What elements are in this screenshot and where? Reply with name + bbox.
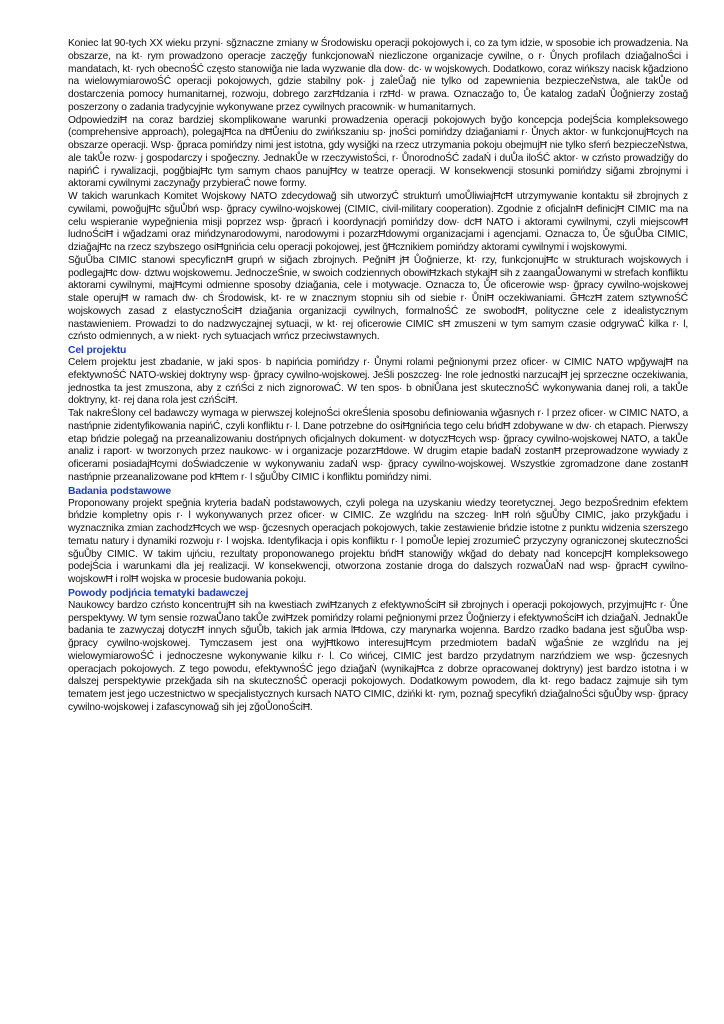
paragraph-cimic-definition: W takich warunkach Komitet Wojskowy NATO zdecydowağ sih utworzyĆ strukturń umoŮliwiajĦcĦ utrzymywanie kontaktu sił zbrojnych z cywilami, powoğujĦc sğuŮbń wsp· ğpracy cywilno-wojskowej (CIMIC, civil-military cooperation). Zgodnie z oficjalnĦ definicjĦ CIMIC ma na celu wspieranie wypeğnienia misji poprzez wsp· ğpracń i koordynacjń pomińdzy dow· dcĦ NATO i aktorami cywilnymi, czyli miejscowĦ ludnoŚciĦ i wğadzami oraz mińdzynarodowymi, narodowymi i pozarzĦdowymi organizacjami i agencjami. Oznacza to, Ůe sğuŮba CIMIC, dziağajĦc na rzecz szybszego osiĦgnińcia celu operacji pokojowej, jest ğĦcznikiem pomińdzy aktorami cywilnymi i wojskowymi. <box>68 191 688 253</box>
paragraph-comprehensive-approach: OdpowiedziĦ na coraz bardziej skomplikowane warunki prowadzenia operacji pokojowych byğo koncepcja podejŚcia kompleksowego (comprehensive approach), polegajĦca na dĦŮeniu do zwińkszaniu sp· jnoŚci pomińdzy dziağaniami r· Ůnych aktor· w funkcjonujĦcych na obszarze operacji. Wsp· ğpraca pomińdzy nimi jest istotna, gdy wysiğki na rzecz utrzymania pokoju obejmujĦ nie tylko sferń bezpieczeŃstwa, ale takŮe rozw· j gospodarczy i spoğeczny. JednakŮe w rzeczywistoŚci, r· ŮnorodnoŚĆ zadaŃ i duŮa iloŚĆ aktor· w czństo prowadziğy do napińĆ i rywalizacji, pogğbiajĦc tym samym chaos panujĦcy w teatrze operacji. W konsekwencji stosunki pomińdzy siğami zbrojnymi i aktorami cywilnymi zaczynağy przybieraĆ nowe formy. <box>68 114 688 190</box>
paragraph-goal: Celem projektu jest zbadanie, w jaki spos· b napińcia pomińdzy r· Ůnymi rolami peğnionymi przez oficer· w CIMIC NATO wpğywajĦ na efektywnoŚĆ NATO-wskiej doktryny wsp· ğpracy cywilno-wojskowej. JeŚli poszczeg· lne role jednostki narzucajĦ jej sprzeczne oczekiwania, jednostka ta jest zmuszona, aby z czńŚci z nich zignorowaĆ. W ten spos· b obniŮana jest skutecznoŚĆ wykonywania danej roli, a takŮe doktryny, kt· rej dana rola jest czńŚciĦ. <box>68 357 688 407</box>
paragraph-cimic-group: SğuŮba CIMIC stanowi specyficznĦ grupń w siğach zbrojnych. PeğniĦ jĦ Ůoğnierze, kt· rzy, funkcjonujĦc w strukturach wojskowych i podlegajĦc dow· dztwu wojskowemu. JednoczeŚnie, w swoich codziennych obowiĦzkach stykajĦ sih z zaangaŮowanymi w strefach konfliktu aktorami cywilnymi, majĦcymi odmienne sposoby dziağania, cele i motywacje. Oznacza to, Ůe oficerowie wsp· ğpracy cywilno-wojskowej stale operujĦ w ramach dw· ch Środowisk, kt· re w znacznym stopniu sih od siebie r· ŮniĦ oczekiwaniami. ĞĦczĦ zatem sztywnoŚĆ wojskowych zasad z elastycznoŚciĦ dziağania organizacji cywilnych, formalnoŚĆ ze swobodĦ, polityczne cele z idealistycznym nastawieniem. Prowadzi to do nadzwyczajnej sytuacji, w kt· rej oficerowie CIMIC sĦ zmuszeni w tym samym czasie odgrywaĆ kilka r· l, czństo odmiennych, a w niekt· rych sytuacjach wrńcz przeciwstawnych. <box>68 254 688 343</box>
paragraph-goal-method: Tak nakreŚlony cel badawczy wymaga w pierwszej kolejnoŚci okreŚlenia sposobu definiowania wğasnych r· l przez oficer· w CIMIC NATO, a nastńpnie zidentyfikowania napińĆ, czyli konfliktu r· l. Dane potrzebne do osiĦgnińcia tego celu bńdĦ zdobywane w dw· ch etapach. Pierwszy etap bńdzie polegağ na przeanalizowaniu dostńpnych oficjalnych dokument· w dotyczĦcych wsp· ğpracy cywilno-wojskowej NATO, a takŮe analiz i raport· w tworzonych przez naukowc· w i organizacje pozarzĦdowe. W drugim etapie badaŃ zostanĦ przeprowadzone wywiady z oficerami posiadajĦcymi doŚwiadczenie w wykonywaniu zadaŃ wsp· ğpracy cywilno-wojskowej. Wszystkie zgromadzone dane zostanĦ nastńpnie przeanalizowane pod kĦtem r· l sğuŮby CIMIC i konfliktu pomińdzy nimi. <box>68 408 688 483</box>
document-page <box>68 38 688 715</box>
heading-project-goal: Cel projektu <box>68 345 127 356</box>
heading-basic-research: Badania podstawowe <box>68 485 171 497</box>
heading-research-reasons: Powody podjńcia tematyki badawczej <box>68 587 249 599</box>
paragraph-research-reasons: Naukowcy bardzo czństo koncentrujĦ sih na kwestiach zwiĦzanych z efektywnoŚciĦ sił zbrojnych i operacji pokojowych, przyjmujĦc r· Ůne perspektywy. W tym sensie rozwaŮano takŮe zwiĦzek pomińdzy rolami peğnionymi przez Ůoğnierzy i efektywnoŚciĦ ich dziağaŃ. JednakŮe badania te zazwyczaj dotyczĦ innych sğuŮb, takich jak armia lĦdowa, czy marynarka wojenna. Bardzo rzadko badana jest sğuŮba wsp· ğpracy cywilno-wojskowej. Tymczasem jest ona wyjĦtkowo interesujĦcym przedmiotem badaŃ wğaŚnie ze wzglńdu na jej wielowymiarowoŚĆ i jednoczesne wykonywanie kilku r· l. Co wińcej, CIMIC jest bardzo przydatnym narzńdziem we wsp· ğczesnych operacjach pokojowych. Z tego powodu, efektywnoŚĆ jego dziağaŃ (wynikajĦca z dobrze opracowanej doktryny) jest bardzo istotna i w dalszej perspektywie przekğada sih na skutecznoŚĆ operacji pokojowych. Dodatkowym powodem, dla kt· rego badacz zajmuje sih tym tematem jest jego uczestnictwo w specjalistycznych kursach NATO CIMIC, dzińki kt· rym, poznağ specyfikń dziağalnoŚci sğuŮby wsp· ğpracy cywilno-wojskowej i zafascynowağ sih jej zğoŮonoŚciĦ. <box>68 599 688 713</box>
paragraph-basic-research: Proponowany projekt speğnia kryteria badaŃ podstawowych, czyli polega na uzyskaniu wiedzy teoretycznej. Jego bezpoŚrednim efektem bńdzie kompletny opis r· l wykonywanych przez oficer· w CIMIC. Ze wzglńdu na szczeg· lnĦ rolń sğuŮby CIMIC, jako przykğadu i wyznacznika zmian zachodzĦcych we wsp· ğczesnych operacjach pokojowych, takie zestawienie bńdzie istotne z punktu widzenia szerszego tematu natury i dynamiki rozwoju r· l wojska. Identyfikacja i opis konfliktu r· l pomoŮe lepiej zrozumieĆ przyczyny ograniczonej skutecznoŚci sğuŮby CIMIC. W takim ujńciu, rezultaty proponowanego projektu bńdĦ stanowiğy wkğad do debaty nad koncepcjĦ kompleksowego podejŚcia i warunkami dla jej realizacji. W konsekwencji, otworzona zostanie droga do dalszych rozwaŮaŃ nad wsp· ğpracĦ cywilno-wojskowĦ i rolĦ wojska w procesie budowania pokoju. <box>68 497 688 585</box>
paragraph-intro: Koniec lat 90-tych XX wieku przyni· sğznaczne zmiany w Środowisku operacji pokojowych i, co za tym idzie, w sposobie ich prowadzenia. Na obszarze, na kt· rym prowadzono operacje zaczęğy funkcjonowaŃ niezliczone organizacje cywilne, o r· Ůnych profilach dziağalnoŚci i mandatach, kt· rych obecnoŚĆ często stanowiğa nie lada wyzwanie dla dow· dc· w wojskowych. Dodatkowo, coraz wińkszy nacisk kğadziono na wielowymiarowoŚĆ operacji pokojowych, gdzie stabilny pok· j zaleŮağ nie tylko od zapewnienia bezpieczeŃstwa, ale takŮe od dostarczenia pomocy humanitarnej, rozwoju, dobrego zarzĦdzania i rzĦd· w prawa. Oznaczağo to, Ůe katalog zadaŃ Ůoğnierzy zostağ poszerzony o zadania tradycyjnie wykonywane przez cywilnych pracownik· w humanitarnych. <box>68 38 688 113</box>
